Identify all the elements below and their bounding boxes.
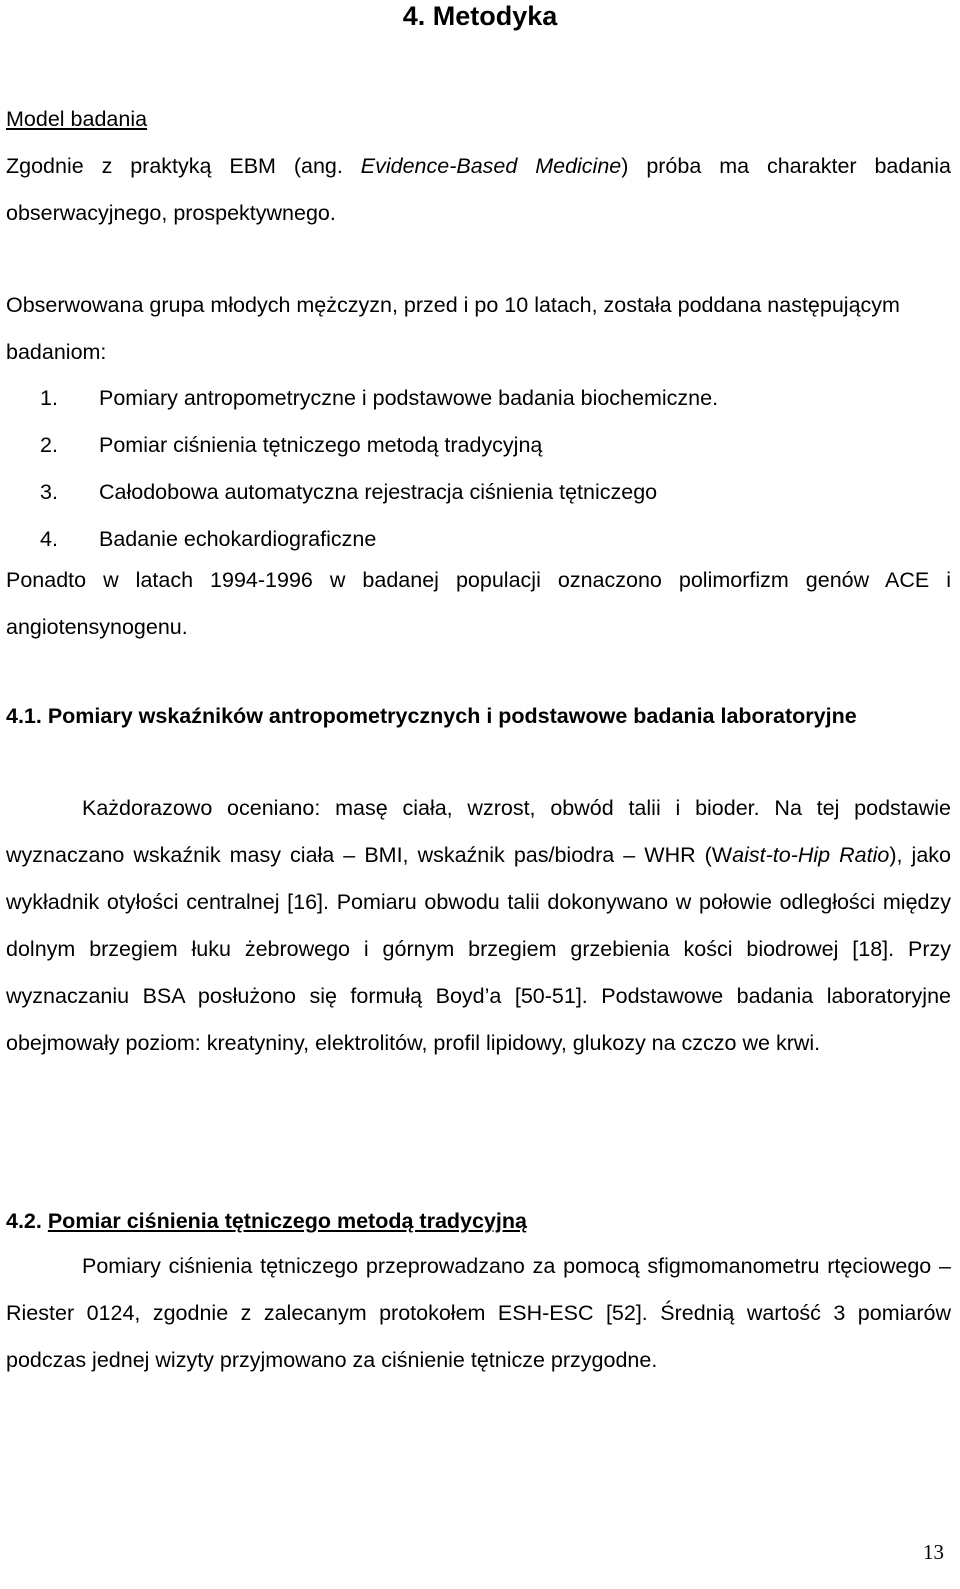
page-number: 13 xyxy=(923,1540,944,1564)
section-4-1-body-italic: aist-to-Hip Ratio xyxy=(732,843,890,867)
list-item xyxy=(40,516,940,563)
chapter-title: 4. Metodyka xyxy=(402,1,558,31)
section-4-2-number: 4.2. xyxy=(6,1209,48,1233)
list-item-number: 3. xyxy=(40,480,58,504)
list-item xyxy=(40,422,940,469)
section-4-1-body xyxy=(6,785,951,1067)
examination-list xyxy=(40,375,940,563)
list-item-text: Całodobowa automatyczna rejestracja ciśnienia tętniczego xyxy=(99,480,658,504)
list-item-number: 1. xyxy=(40,386,58,410)
section-4-1-heading: 4.1. Pomiary wskaźników antropometrycznych i podstawowe badania laboratoryjne xyxy=(6,704,857,728)
model-heading: Model badania xyxy=(6,107,148,131)
model-paragraph-1 xyxy=(6,143,951,237)
list-item xyxy=(40,469,940,516)
list-item-number: 4. xyxy=(40,527,58,551)
list-item-text: Badanie echokardiograficzne xyxy=(99,527,377,551)
section-4-2-body: Pomiary ciśnienia tętniczego przeprowadzano za pomocą sfigmomanometru rtęciowego – Riester 0124, zgodnie z zalecanym protokołem ESH-ESC [52]. Średnią wartość 3 pomiarów podczas jednej wizyty przyjmowano za ciśnienie tętnicze przygodne. xyxy=(6,1254,951,1372)
model-paragraph-1-italic: Evidence-Based Medicine xyxy=(360,154,622,178)
model-paragraph-1-before: Zgodnie z praktyką EBM (ang. xyxy=(6,154,361,178)
list-item xyxy=(40,375,940,422)
section-4-1-body-part-2: ), jako wykładnik otyłości centralnej [16]. Pomiaru obwodu talii dokonywano w połowie odległości między dolnym brzegiem łuku żebrowego i górnym brzegiem grzebienia kości biodrowej [18]. Przy wyznaczaniu BSA posłużono się formułą Boyd’a [50-51]. Podstawowe badania laboratoryjne obejmowały poziom: kreatyniny, elektrolitów, profil lipidowy, glukozy na czczo we krwi. xyxy=(6,843,951,1055)
model-paragraph-2: Obserwowana grupa młodych mężczyzn, przed i po 10 latach, została poddana następującym badaniom: xyxy=(6,293,900,364)
model-paragraph-3: Ponadto w latach 1994-1996 w badanej populacji oznaczono polimorfizm genów ACE i angiotensynogenu. xyxy=(6,568,951,639)
list-item-text: Pomiar ciśnienia tętniczego metodą tradycyjną xyxy=(99,433,543,457)
section-4-1-body-part-1: Każdorazowo oceniano: masę ciała, wzrost, obwód talii i bioder. Na tej podstawie wyznaczano wskaźnik masy ciała – BMI, wskaźnik pas/biodra – WHR (W xyxy=(6,796,951,867)
section-4-2-heading xyxy=(6,1198,951,1245)
list-item-number: 2. xyxy=(40,433,58,457)
section-4-2-title: Pomiar ciśnienia tętniczego metodą tradycyjną xyxy=(47,1209,527,1233)
model-paragraph-1-after: ) próba ma charakter badania obserwacyjnego, prospektywnego. xyxy=(6,154,951,225)
list-item-text: Pomiary antropometryczne i podstawowe badania biochemiczne. xyxy=(99,386,719,410)
